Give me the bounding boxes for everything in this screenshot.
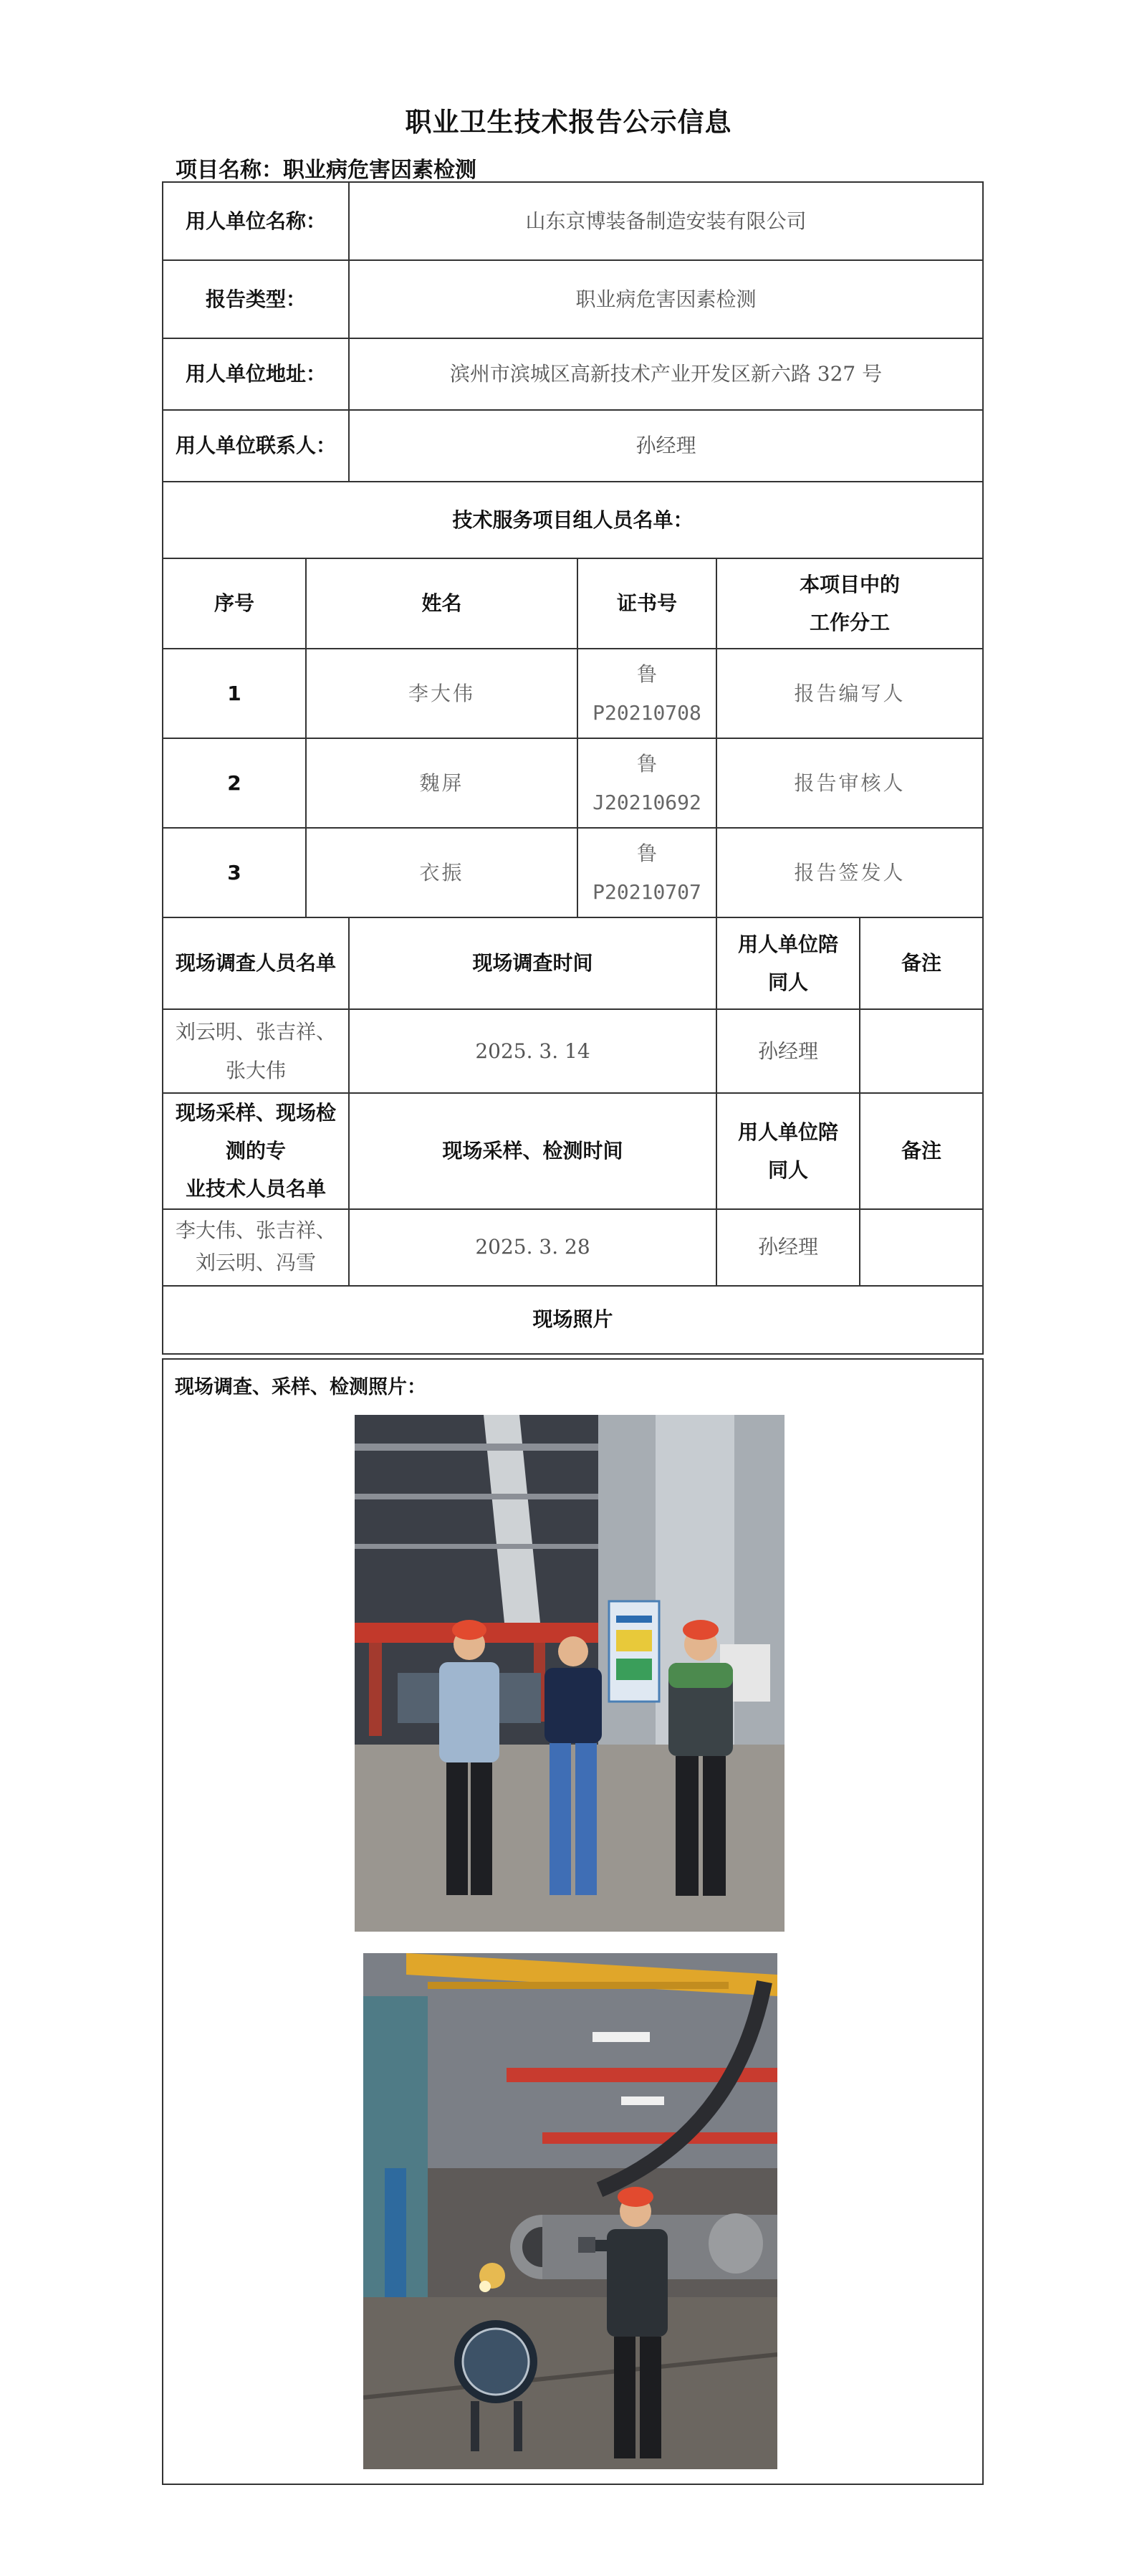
sampling-remark xyxy=(860,1209,983,1286)
team-header-role xyxy=(716,558,983,649)
team-row xyxy=(163,649,983,738)
sampling-header-accompany-line2: 同人 xyxy=(768,1158,809,1182)
survey-header-row xyxy=(163,917,983,1009)
sampling-accompany: 孙经理 xyxy=(716,1209,860,1286)
sampling-header-accompany xyxy=(716,1093,860,1209)
sampling-names-line1: 李大伟、张吉祥、 xyxy=(176,1218,337,1243)
address-value: 滨州市滨城区高新技术产业开发区新六路 327 号 xyxy=(349,338,983,410)
survey-header-names: 现场调查人员名单 xyxy=(163,917,349,1009)
survey-row xyxy=(163,1009,983,1093)
team-header-role-line2: 工作分工 xyxy=(810,611,891,634)
project-line xyxy=(176,152,476,183)
survey-names: 刘云明、张吉祥、张大伟 xyxy=(163,1009,349,1093)
team-row-role: 报告编写人 xyxy=(716,649,983,738)
survey-header-time: 现场调查时间 xyxy=(349,917,716,1009)
team-row-no: 2 xyxy=(163,738,306,828)
survey-time: 2025. 3. 14 xyxy=(349,1009,716,1093)
company-row xyxy=(163,182,983,260)
survey-header-remark: 备注 xyxy=(860,917,983,1009)
team-row xyxy=(163,738,983,828)
sampling-names-line2: 刘云明、冯雪 xyxy=(196,1251,317,1275)
team-header-cert: 证书号 xyxy=(577,558,716,649)
photo-section xyxy=(162,1358,984,2485)
contact-value: 孙经理 xyxy=(349,410,983,482)
survey-remark xyxy=(860,1009,983,1093)
company-value: 山东京博装备制造安装有限公司 xyxy=(349,182,983,260)
sampling-header-accompany-line1: 用人单位陪 xyxy=(738,1120,839,1144)
contact-row xyxy=(163,410,983,482)
team-row-no: 3 xyxy=(163,828,306,917)
team-title: 技术服务项目组人员名单： xyxy=(163,482,983,558)
team-row-role: 报告审核人 xyxy=(716,738,983,828)
sampling-header-names-line2: 业技术人员名单 xyxy=(186,1177,327,1201)
survey-header-accompany-line2: 同人 xyxy=(768,970,809,994)
survey-header-accompany xyxy=(716,917,860,1009)
team-header-row xyxy=(163,558,983,649)
team-header-name: 姓名 xyxy=(306,558,577,649)
contact-label: 用人单位联系人： xyxy=(163,410,349,482)
sampling-header-remark: 备注 xyxy=(860,1093,983,1209)
address-label: 用人单位地址： xyxy=(163,338,349,410)
team-row-cert: 鲁 P20210708 xyxy=(577,649,716,738)
address-row xyxy=(163,338,983,410)
team-row-name: 李大伟 xyxy=(306,649,577,738)
report-type-row xyxy=(163,260,983,338)
sampling-row xyxy=(163,1209,983,1286)
sampling-header-names xyxy=(163,1093,349,1209)
team-row-no: 1 xyxy=(163,649,306,738)
project-value: 职业病危害因素检测 xyxy=(283,158,476,183)
team-row-name: 魏屏 xyxy=(306,738,577,828)
team-header-role-line1: 本项目中的 xyxy=(800,572,901,596)
team-row-role: 报告签发人 xyxy=(716,828,983,917)
survey-header-accompany-line1: 用人单位陪 xyxy=(738,932,839,956)
sampling-header-names-line1: 现场采样、现场检测的专 xyxy=(176,1101,337,1163)
team-title-row xyxy=(163,482,983,558)
report-info-table xyxy=(162,181,984,1355)
survey-accompany: 孙经理 xyxy=(716,1009,860,1093)
photos-title-row xyxy=(163,1286,983,1354)
sampling-header-time: 现场采样、检测时间 xyxy=(349,1093,716,1209)
project-label: 项目名称： xyxy=(176,158,283,183)
team-row-name: 衣振 xyxy=(306,828,577,917)
site-sampling-photo xyxy=(363,1953,777,2469)
photo-section-label: 现场调查、采样、检测照片： xyxy=(175,1376,426,1398)
page-title: 职业卫生技术报告公示信息 xyxy=(405,107,732,138)
team-row xyxy=(163,828,983,917)
team-header-no: 序号 xyxy=(163,558,306,649)
sampling-time: 2025. 3. 28 xyxy=(349,1209,716,1286)
sampling-names xyxy=(163,1209,349,1286)
team-row-cert: 鲁 J20210692 xyxy=(577,738,716,828)
report-type-value: 职业病危害因素检测 xyxy=(349,260,983,338)
company-label: 用人单位名称： xyxy=(163,182,349,260)
sampling-header-row xyxy=(163,1093,983,1209)
report-type-label: 报告类型： xyxy=(163,260,349,338)
site-survey-photo xyxy=(355,1415,785,1932)
photos-row-label: 现场照片 xyxy=(163,1286,983,1354)
team-row-cert: 鲁 P20210707 xyxy=(577,828,716,917)
